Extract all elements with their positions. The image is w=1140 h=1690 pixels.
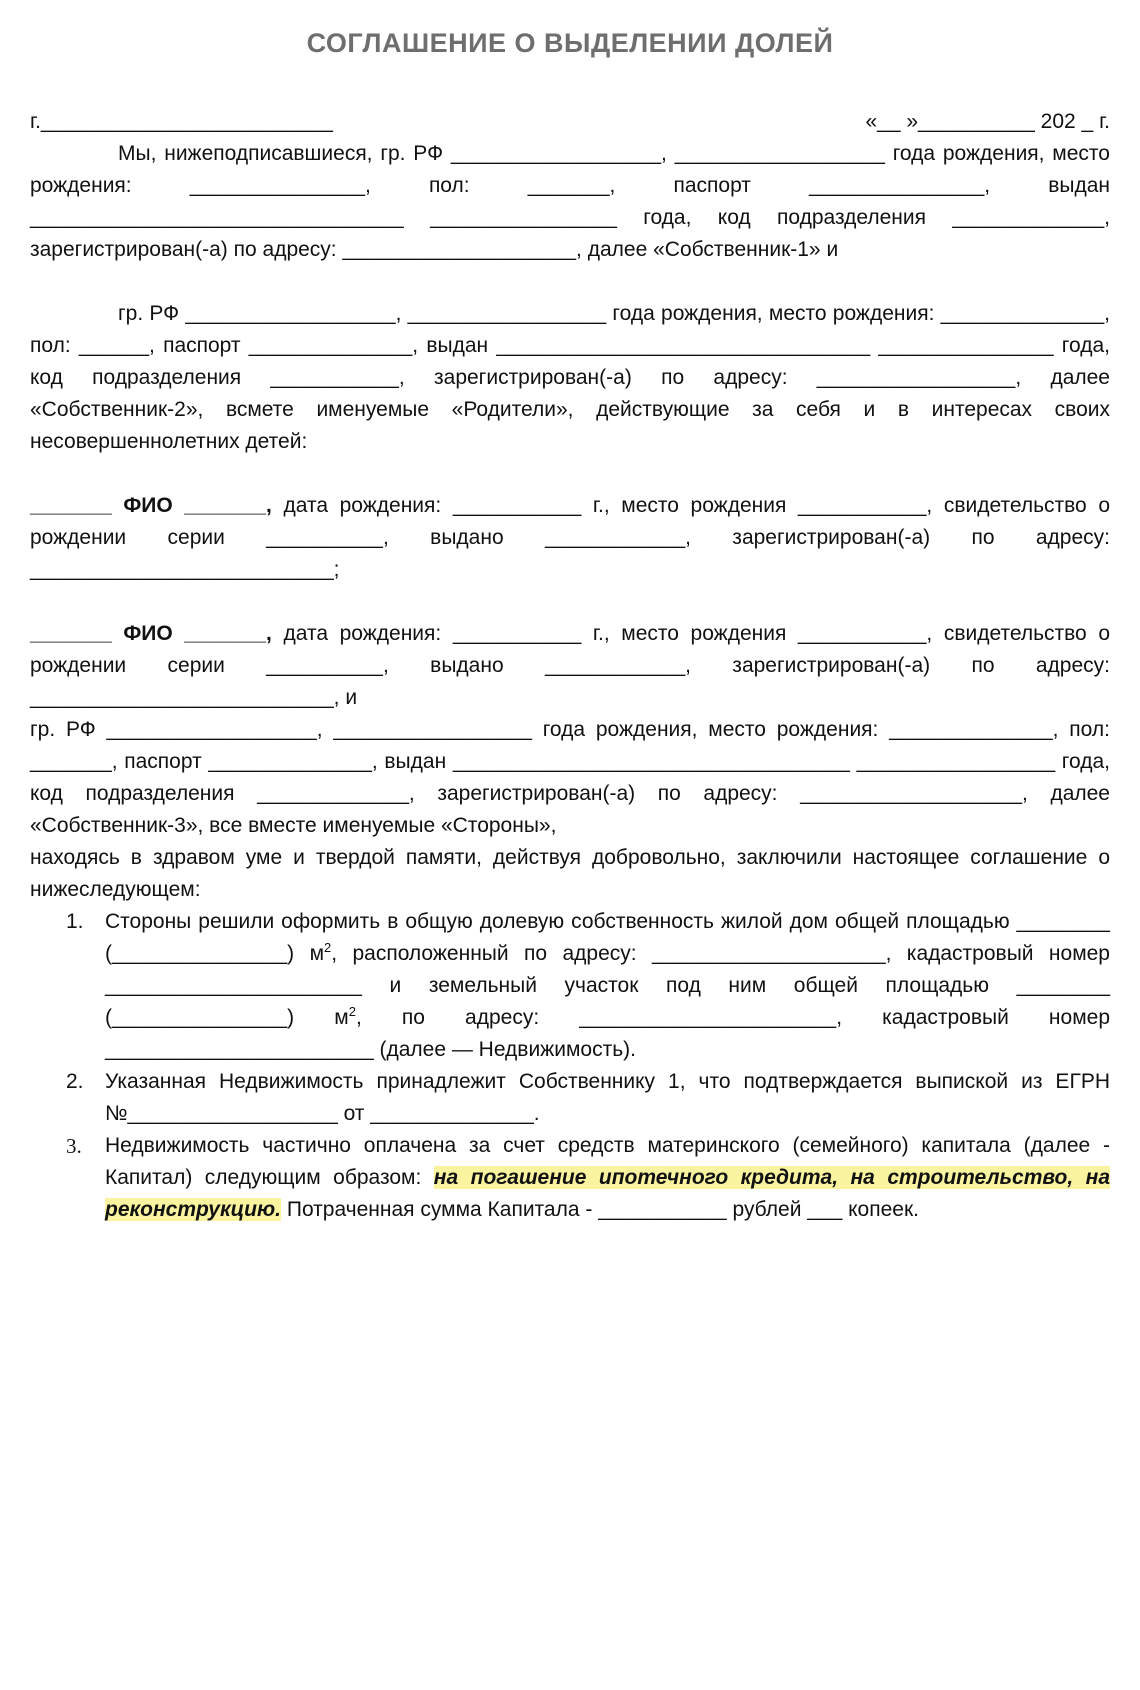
city-blank-line: г._________________________ xyxy=(30,110,333,133)
clause-2-number: 2. xyxy=(66,1070,84,1093)
sqm-unit: м xyxy=(309,942,325,965)
paragraph-child-1 xyxy=(30,490,1110,586)
clause-3-text-b: Потраченная сумма Капитала - ___________ рублей ___ копеек. xyxy=(281,1198,919,1221)
child-2-details: дата рождения: ___________ г., место рождения ___________, свидетельство о рождении серии __________, выдано ____________, зарегистрирован(-а) по адресу: __________________________, и xyxy=(30,622,1110,709)
sqm-superscript: 2 xyxy=(348,1004,356,1019)
paragraph-owner1: Мы, нижеподписавшиеся, гр. РФ __________________, __________________ года рождения, место рождения: _______________, пол: _______, паспорт _______________, выдан ________________________________ ________________ года, код подразделения _____________, зарегистрирован(-а) по адресу: ____________________, далее «Собственник-1» и xyxy=(30,142,1110,261)
child-2-name-blank: _______ ФИО _______, xyxy=(30,622,272,645)
clause-2-text: Указанная Недвижимость принадлежит Собственнику 1, что подтверждается выпиской из ЕГРН №__________________ от ______________. xyxy=(105,1070,1110,1125)
clause-1 xyxy=(30,906,1110,1066)
paragraph-preamble-closing: находясь в здравом уме и твердой памяти, действуя добровольно, заключили настоящее соглашение о нижеследующем: xyxy=(30,846,1110,901)
clause-1-number: 1. xyxy=(66,910,84,933)
paragraph-owner2: гр. РФ __________________, _________________ года рождения, место рождения: ______________, пол: ______, паспорт ______________, выдан ________________________________ _______________ года, код подразделения ___________, зарегистрирован(-а) по адресу: _________________, далее «Собственник-2», всмете именуемые «Родители», действующие за себя и в интересах своих несовершеннолетних детей: xyxy=(30,302,1110,453)
clause-1-text-c: , по адресу: ______________________, кадастровый номер _______________________ (далее — Недвижимость). xyxy=(105,1006,1111,1061)
clause-1-text-a: Стороны решили оформить в общую долевую собственность жилой дом общей площадью ________ (_______________) xyxy=(105,910,1110,965)
sqm-unit: м xyxy=(334,1006,349,1029)
clause-3-text-a: Недвижимость частично оплачена за счет средств материнского (семейного) капитала (далее - Капитал) следующим образом: xyxy=(105,1134,1110,1189)
city-date-row xyxy=(30,106,1110,138)
clause-1-text-b: , расположенный по адресу: ____________________, кадастровый номер ______________________ и земельный участок под ним общей площадью ________ (_______________) xyxy=(105,942,1110,1029)
sqm-superscript: 2 xyxy=(324,940,332,955)
clause-2 xyxy=(30,1066,1110,1130)
document-body xyxy=(30,138,1110,1226)
clause-3-number: 3. xyxy=(66,1134,82,1158)
highlighted-capital-usage-phrase: на погашение ипотечного кредита, на строительство, на реконструкцию. xyxy=(105,1166,1111,1221)
document-title: СОГЛАШЕНИЕ О ВЫДЕЛЕНИИ ДОЛЕЙ xyxy=(306,28,834,58)
clause-3 xyxy=(30,1130,1110,1226)
agreement-clauses-list xyxy=(30,906,1110,1226)
paragraph-owner3: гр. РФ __________________, _________________ года рождения, место рождения: ______________, пол: _______, паспорт ______________, выдан __________________________________ _________________ года, код подразделения _____________, зарегистрирован(-а) по адресу: ___________________, далее «Собственник-3», все вместе именуемые «Стороны», xyxy=(30,718,1110,837)
child-1-details: дата рождения: ___________ г., место рождения ___________, свидетельство о рождении серии __________, выдано ____________, зарегистрирован(-а) по адресу: __________________________; xyxy=(30,494,1110,581)
paragraph-child-2 xyxy=(30,618,1110,714)
date-blank-line: «__ »__________ 202 _ г. xyxy=(865,110,1110,133)
child-1-name-blank: _______ ФИО _______, xyxy=(30,494,272,517)
